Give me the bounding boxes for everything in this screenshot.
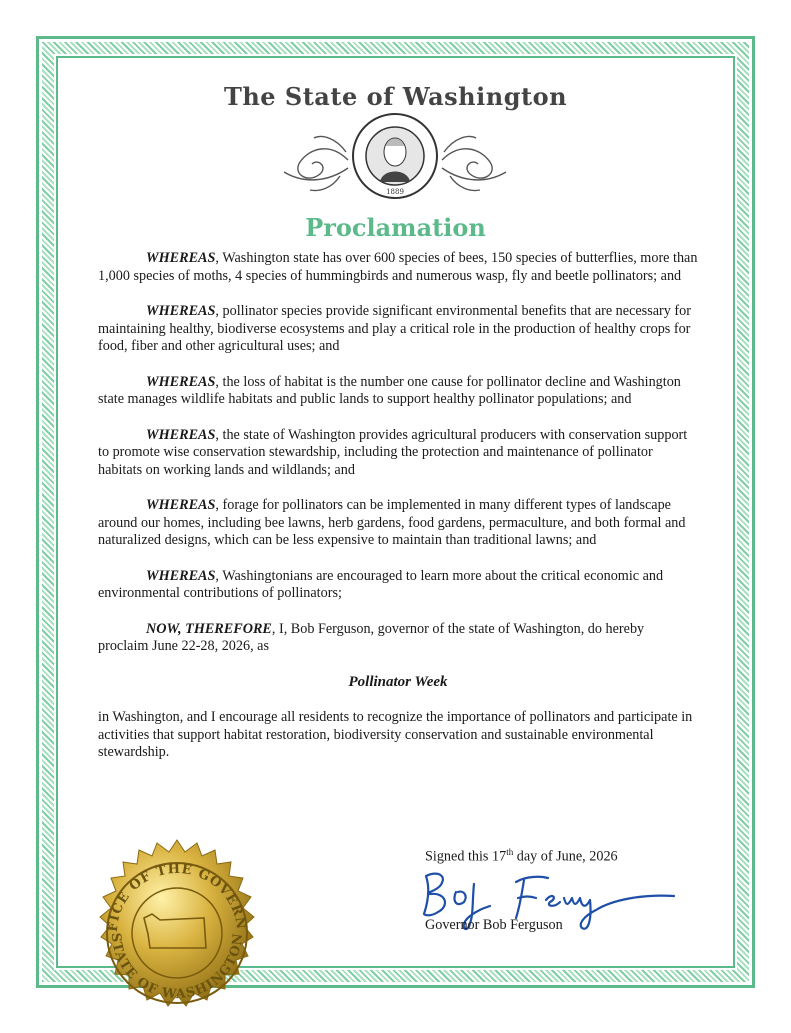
whereas-paragraph-5: WHEREAS, forage for pollinators can be implemented in many different types of landscape around our homes, including bee lawns, herb gardens, food gardens, permaculture, and both formal and naturalized designs, which can be less expensive to maintain than traditional lawns; and — [98, 497, 686, 548]
proclamation-body — [98, 250, 698, 762]
right-flourish-icon — [442, 137, 506, 191]
whereas-paragraph-1: WHEREAS, Washington state has over 600 species of bees, 150 species of butterflies, more than 1,000 species of moths, 4 species of hummingbirds and numerous wasp, fly and beetle pollinators; and — [98, 250, 698, 284]
left-flourish-icon — [284, 137, 348, 191]
governor-name: Governor Bob Ferguson — [425, 917, 563, 933]
closing-paragraph: in Washington, and I encourage all residents to recognize the importance of pollinators and participate in activities that support habitat restoration, biodiversity conservation and sustainable environmental stewardship. — [98, 709, 693, 760]
svg-text:1889: 1889 — [386, 188, 404, 196]
now-therefore-paragraph: NOW, THEREFORE, I, Bob Ferguson, governor of the state of Washington, do hereby proclaim June 22-28, 2026, as — [98, 620, 645, 654]
observance-title: Pollinator Week — [348, 673, 448, 690]
document-title: Proclamation — [305, 213, 486, 242]
state-seal-emblem — [270, 112, 520, 200]
state-seal-icon — [353, 114, 437, 198]
whereas-paragraph-6: WHEREAS, Washingtonians are encouraged to learn more about the critical economic and environmental contributions of pollinators; — [98, 567, 664, 601]
signature-text: Bob Ferguson — [412, 862, 418, 863]
signed-date: Signed this 17th day of June, 2026 — [425, 847, 618, 865]
gold-seal-top-text: FICE OF THE GOVERN — [105, 861, 249, 933]
whereas-paragraph-2: WHEREAS, pollinator species provide significant environmental benefits that are necessary for maintaining healthy, biodiverse ecosystems and play a critical role in the production of healthy crops for food, fiber and other agricultural uses; and — [98, 303, 691, 354]
gold-seal-bottom-text: STATE OF WASHINGTON — [107, 931, 247, 1003]
governor-gold-seal — [82, 838, 272, 1028]
whereas-paragraph-3: WHEREAS, the loss of habitat is the number one cause for pollinator decline and Washington state manages wildlife habitats and public lands to support healthy pollinator populations; and — [98, 373, 681, 407]
whereas-paragraph-4: WHEREAS, the state of Washington provides agricultural producers with conservation support to promote wise conservation stewardship, including the protection and maintenance of pollinator habitats on working lands and wildlands; and — [98, 426, 688, 478]
state-header-title: The State of Washington — [223, 82, 568, 111]
